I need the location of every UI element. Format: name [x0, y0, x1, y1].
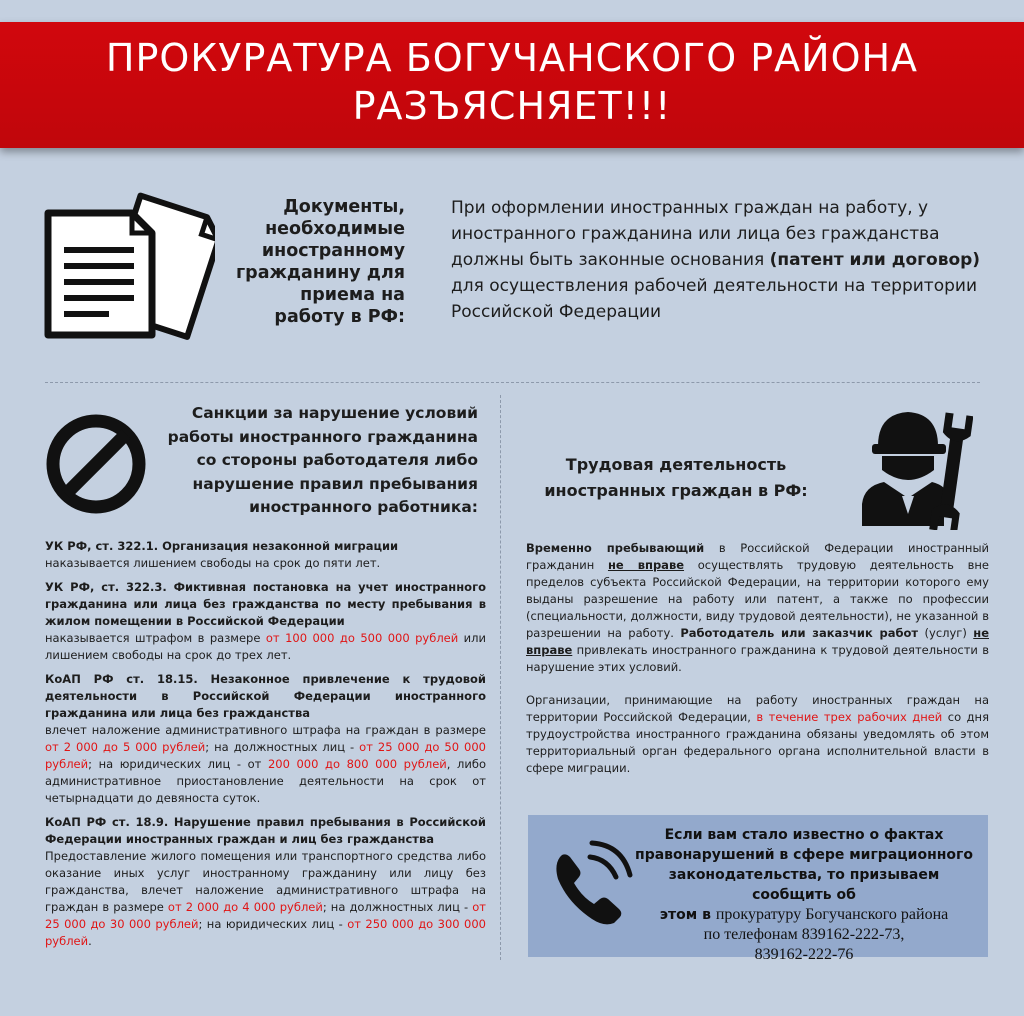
labor-text [526, 540, 989, 793]
sanctions-list [45, 538, 486, 957]
banner-title-line1: ПРОКУРАТУРА БОГУЧАНСКОГО РАЙОНА [105, 36, 919, 80]
sanction-item: УК РФ, ст. 322.3. Фиктивная постановка на учет иностранного гражданина или лица без гражданства по месту пребывания в жилом помещении в Российской Федерации наказывается штрафом в размере от 100 000 до 500 000 рублей или лишением свободы на срок до трех лет. [45, 580, 486, 662]
documents-heading: Документы, необходимые иностранному гражданину для приема на работу в РФ: [236, 197, 405, 327]
prohibited-icon [45, 413, 147, 515]
sanction-item: КоАП РФ ст. 18.15. Незаконное привлечение к трудовой деятельности в Российской Федерации иностранного гражданина или лица без гражданства влечет наложение административного штрафа на граждан в размере от 2 000 до 5 000 рублей; на должностных лиц - от 25 000 до 50 000 рублей; на юридических лиц - от 200 000 до 800 000 рублей, либо административное приостановление деятельности на срок от четырнадцати до девяноста суток. [45, 672, 487, 805]
contact-text: Если вам стало известно о фактах правонарушений в сфере миграционного законодательства, то призываем сообщить об этом в прокуратуру Богучанского района по телефонам 839162-222-73, 839162-222-76 [635, 827, 973, 963]
documents-icon [40, 185, 215, 340]
horizontal-divider [45, 382, 980, 383]
worker-wrench-icon [858, 408, 973, 530]
labor-paragraph: Временно пребывающий в Российской Федерации иностранный гражданин не вправе осуществлять трудовую деятельность вне пределов субъекта Российской Федерации, на территории которого ему выданы разрешение на работу или патент, а также по профессии (специальности, должности, виду трудовой деятельности), не указанной в разрешении на работу. Работодатель или заказчик работ (услуг) не вправе привлекать иностранного гражданина к трудовой деятельности в нарушение этих условий. [526, 541, 990, 674]
header-banner [0, 22, 1024, 148]
documents-text: При оформлении иностранных граждан на работу, у иностранного гражданина или лица без гражданства должны быть законные основания (патент или договор) для осуществления рабочей деятельности на территории Российской Федерации [451, 198, 981, 322]
phone-icon [546, 837, 641, 932]
banner-title-line2: РАЗЪЯСНЯЕТ!!! [352, 84, 672, 128]
contact-box [528, 815, 988, 963]
sanction-item: КоАП РФ ст. 18.9. Нарушение правил пребывания в Российской Федерации иностранных граждан и лиц без гражданства Предоставление жилого помещения или транспортного средства либо оказание иных услуг иностранному гражданину или лицу без гражданства, влечет наложение административного штрафа на граждан в размере от 2 000 до 4 000 рублей; на должностных лиц - от 25 000 до 30 000 рублей; на юридических лиц - от 250 000 до 300 000 рублей. [45, 815, 486, 948]
labor-heading: Трудовая деятельность иностранных граждан в РФ: [544, 455, 808, 500]
documents-text-bold: (патент или договор) [769, 250, 981, 270]
sanctions-heading: Санкции за нарушение условий работы иностранного гражданина со стороны работодателя либо нарушение правил пребывания иностранного работника: [167, 404, 478, 516]
labor-paragraph: Организации, принимающие на работу иностранных граждан на территории Российской Федерации, в течение трех рабочих дней со дня трудоустройства иностранного гражданина обязаны уведомлять об этом территориальный орган федерального органа исполнительной власти в сфере миграции. [526, 693, 989, 775]
sanction-item: УК РФ, ст. 322.1. Организация незаконной миграции наказывается лишением свободы на срок до пяти лет. [45, 539, 399, 570]
